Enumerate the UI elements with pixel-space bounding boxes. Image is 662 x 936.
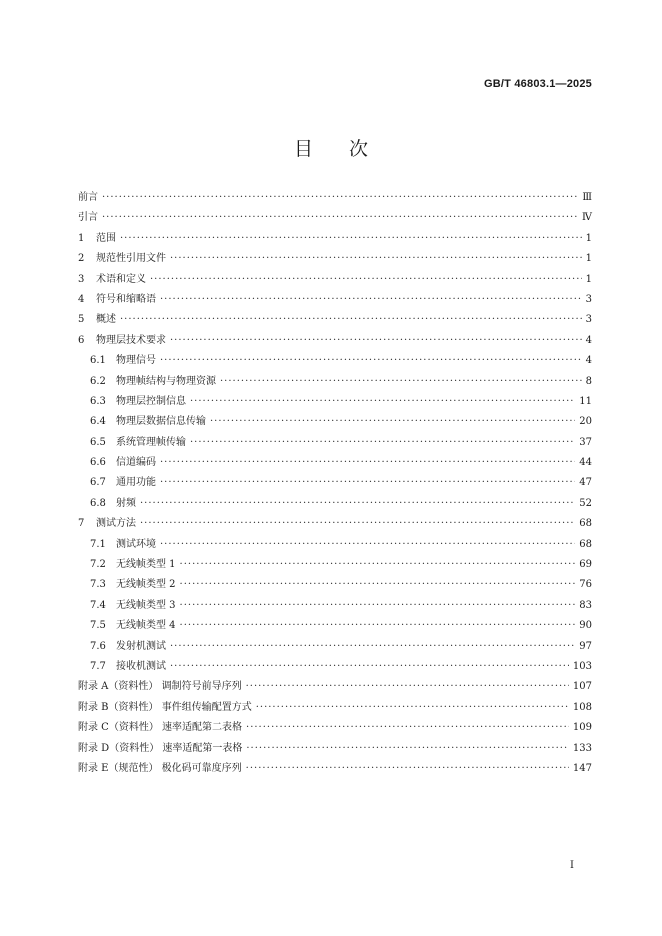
toc-dot-leader: [246, 722, 569, 733]
toc-entry-number: 3: [78, 273, 85, 285]
toc-entry-number: 6.8: [90, 497, 106, 509]
toc-dot-leader: [190, 437, 575, 448]
toc-entry-page: Ⅳ: [582, 212, 592, 224]
toc-dot-leader: [102, 212, 578, 223]
toc-entry-label: 通用功能: [116, 477, 156, 489]
page-number: I: [570, 860, 574, 871]
toc-entry-page: 52: [579, 497, 592, 509]
toc-entry-label: 概述: [96, 314, 116, 326]
toc-dot-leader: [180, 559, 576, 570]
toc-dot-leader: [140, 498, 575, 509]
toc-entry-page: 103: [572, 660, 592, 672]
toc-entry[interactable]: [78, 739, 592, 759]
toc-entry[interactable]: [78, 208, 592, 228]
toc-dot-leader: [170, 661, 569, 672]
toc-entry-number: 7.3: [90, 579, 106, 591]
document-code: GB/T 46803.1—2025: [484, 78, 592, 90]
toc-dot-leader: [120, 233, 582, 244]
toc-dot-leader: [246, 743, 569, 754]
toc-entry-page: 68: [579, 518, 592, 530]
toc-entry-number: 7.7: [90, 660, 106, 672]
toc-entry-label: 附录 C（资料性） 速率适配第二表格: [78, 722, 243, 734]
toc-entry-page: 44: [579, 457, 592, 469]
toc-dot-leader: [180, 600, 576, 611]
toc-entry-label: 范围: [96, 232, 116, 244]
toc-entry[interactable]: [78, 698, 592, 718]
toc-dot-leader: [150, 274, 582, 285]
toc-entry-page: 68: [579, 538, 592, 550]
toc-entry-page: 108: [572, 701, 592, 713]
toc-entry-page: 107: [572, 681, 592, 693]
toc-entry-number: 7.4: [90, 599, 106, 611]
toc-dot-leader: [170, 641, 575, 652]
toc-entry-label: 附录 A（资料性） 调制符号前导序列: [78, 681, 242, 693]
toc-entry[interactable]: [78, 514, 592, 534]
toc-entry-page: 4: [585, 334, 592, 346]
toc-entry-page: 109: [572, 722, 592, 734]
toc-entry-page: 90: [579, 620, 592, 632]
toc-entry-label: 符号和缩略语: [96, 293, 156, 305]
toc-entry[interactable]: [78, 535, 592, 555]
toc-entry-number: 7.2: [90, 559, 106, 571]
toc-entry[interactable]: [78, 453, 592, 473]
toc-entry-number: 2: [78, 253, 85, 265]
toc-entry[interactable]: [78, 392, 592, 412]
toc-entry-number: 6.6: [90, 457, 106, 469]
toc-entry-label: 物理层控制信息: [116, 395, 186, 407]
toc-dot-leader: [160, 355, 582, 366]
toc-entry-page: 3: [585, 314, 592, 326]
toc-entry-page: 1: [585, 273, 592, 285]
toc-entry-page: 47: [579, 477, 592, 489]
toc-entry-page: 69: [579, 559, 592, 571]
table-of-contents: [78, 188, 592, 779]
toc-entry-label: 系统管理帧传输: [116, 436, 186, 448]
toc-dot-leader: [170, 335, 582, 346]
toc-dot-leader: [120, 314, 582, 325]
toc-entry-label: 附录 E（规范性） 极化码可靠度序列: [78, 762, 242, 774]
toc-entry-page: 4: [585, 355, 592, 367]
toc-entry-label: 附录 B（资料性） 事件组传输配置方式: [78, 701, 252, 713]
page-title: 目次: [293, 138, 404, 160]
toc-entry[interactable]: [78, 270, 592, 290]
toc-dot-leader: [160, 294, 582, 305]
toc-entry[interactable]: [78, 310, 592, 330]
toc-entry-label: 规范性引用文件: [96, 253, 166, 265]
toc-entry-number: 6.5: [90, 436, 106, 448]
toc-entry-page: 97: [579, 640, 592, 652]
toc-entry-label: 附录 D（资料性） 速率适配第一表格: [78, 742, 243, 754]
toc-entry-number: 7.6: [90, 640, 106, 652]
toc-dot-leader: [160, 477, 575, 488]
toc-entry-number: 5: [78, 314, 85, 326]
toc-entry-page: 11: [579, 395, 592, 407]
toc-entry-number: 6.7: [90, 477, 106, 489]
toc-entry[interactable]: [78, 677, 592, 697]
toc-entry[interactable]: [78, 473, 592, 493]
toc-entry-page: 3: [585, 293, 592, 305]
toc-entry[interactable]: [78, 555, 592, 575]
toc-entry-number: 4: [78, 293, 85, 305]
toc-entry[interactable]: [78, 494, 592, 514]
toc-entry-page: 76: [579, 579, 592, 591]
toc-entry-page: Ⅲ: [582, 192, 592, 203]
toc-entry-number: 6: [78, 334, 85, 346]
toc-entry-number: 6.4: [90, 416, 106, 428]
toc-entry-number: 6.3: [90, 395, 106, 407]
toc-entry-label: 无线帧类型 4: [116, 620, 176, 632]
toc-entry-label: 物理层技术要求: [96, 334, 166, 346]
toc-dot-leader: [170, 253, 582, 264]
toc-dot-leader: [210, 416, 575, 427]
toc-dot-leader: [256, 702, 569, 713]
toc-entry-label: 信道编码: [116, 457, 156, 469]
toc-entry-label: 测试环境: [116, 538, 156, 550]
toc-entry-page: 147: [572, 762, 592, 774]
toc-entry-label: 无线帧类型 3: [116, 599, 176, 611]
toc-entry[interactable]: [78, 290, 592, 310]
toc-entry[interactable]: [78, 657, 592, 677]
toc-dot-leader: [102, 192, 578, 203]
toc-entry-label: 前言: [78, 192, 98, 203]
toc-dot-leader: [246, 681, 569, 692]
toc-entry-number: 7.5: [90, 620, 106, 632]
toc-entry-page: 1: [585, 232, 592, 244]
toc-entry-label: 引言: [78, 212, 98, 224]
toc-entry-number: 6.2: [90, 375, 106, 387]
toc-entry[interactable]: [78, 229, 592, 249]
toc-dot-leader: [246, 763, 569, 774]
toc-entry[interactable]: [78, 188, 592, 208]
toc-dot-leader: [140, 518, 575, 529]
toc-entry[interactable]: [78, 718, 592, 738]
toc-entry[interactable]: [78, 433, 592, 453]
toc-entry[interactable]: [78, 596, 592, 616]
toc-entry-number: 1: [78, 232, 85, 244]
toc-dot-leader: [190, 396, 575, 407]
toc-entry-page: 1: [585, 253, 592, 265]
toc-dot-leader: [160, 539, 575, 550]
toc-entry[interactable]: [78, 616, 592, 636]
toc-entry[interactable]: [78, 372, 592, 392]
toc-entry-number: 7: [78, 518, 85, 530]
toc-entry[interactable]: [78, 637, 592, 657]
toc-entry[interactable]: [78, 351, 592, 371]
toc-entry-label: 接收机测试: [116, 660, 166, 672]
toc-entry[interactable]: [78, 575, 592, 595]
toc-entry-label: 发射机测试: [116, 640, 166, 652]
toc-entry-label: 射频: [116, 497, 136, 509]
toc-entry-label: 物理层数据信息传输: [116, 416, 206, 428]
toc-dot-leader: [180, 579, 576, 590]
toc-entry[interactable]: [78, 412, 592, 432]
toc-entry-page: 133: [572, 742, 592, 754]
toc-entry-page: 37: [579, 436, 592, 448]
toc-entry[interactable]: [78, 759, 592, 779]
toc-entry-number: 7.1: [90, 538, 106, 550]
toc-dot-leader: [180, 620, 576, 631]
toc-entry-label: 术语和定义: [96, 273, 146, 285]
toc-dot-leader: [160, 457, 575, 468]
toc-entry[interactable]: [78, 249, 592, 269]
toc-entry[interactable]: [78, 331, 592, 351]
toc-entry-page: 20: [579, 416, 592, 428]
toc-entry-label: 物理帧结构与物理资源: [116, 375, 216, 387]
toc-entry-label: 物理信号: [116, 355, 156, 367]
toc-entry-label: 无线帧类型 2: [116, 579, 176, 591]
toc-entry-label: 测试方法: [96, 518, 136, 530]
toc-entry-page: 8: [585, 375, 592, 387]
toc-entry-number: 6.1: [90, 355, 106, 367]
toc-entry-page: 83: [579, 599, 592, 611]
toc-entry-label: 无线帧类型 1: [116, 559, 176, 571]
toc-dot-leader: [220, 376, 582, 387]
